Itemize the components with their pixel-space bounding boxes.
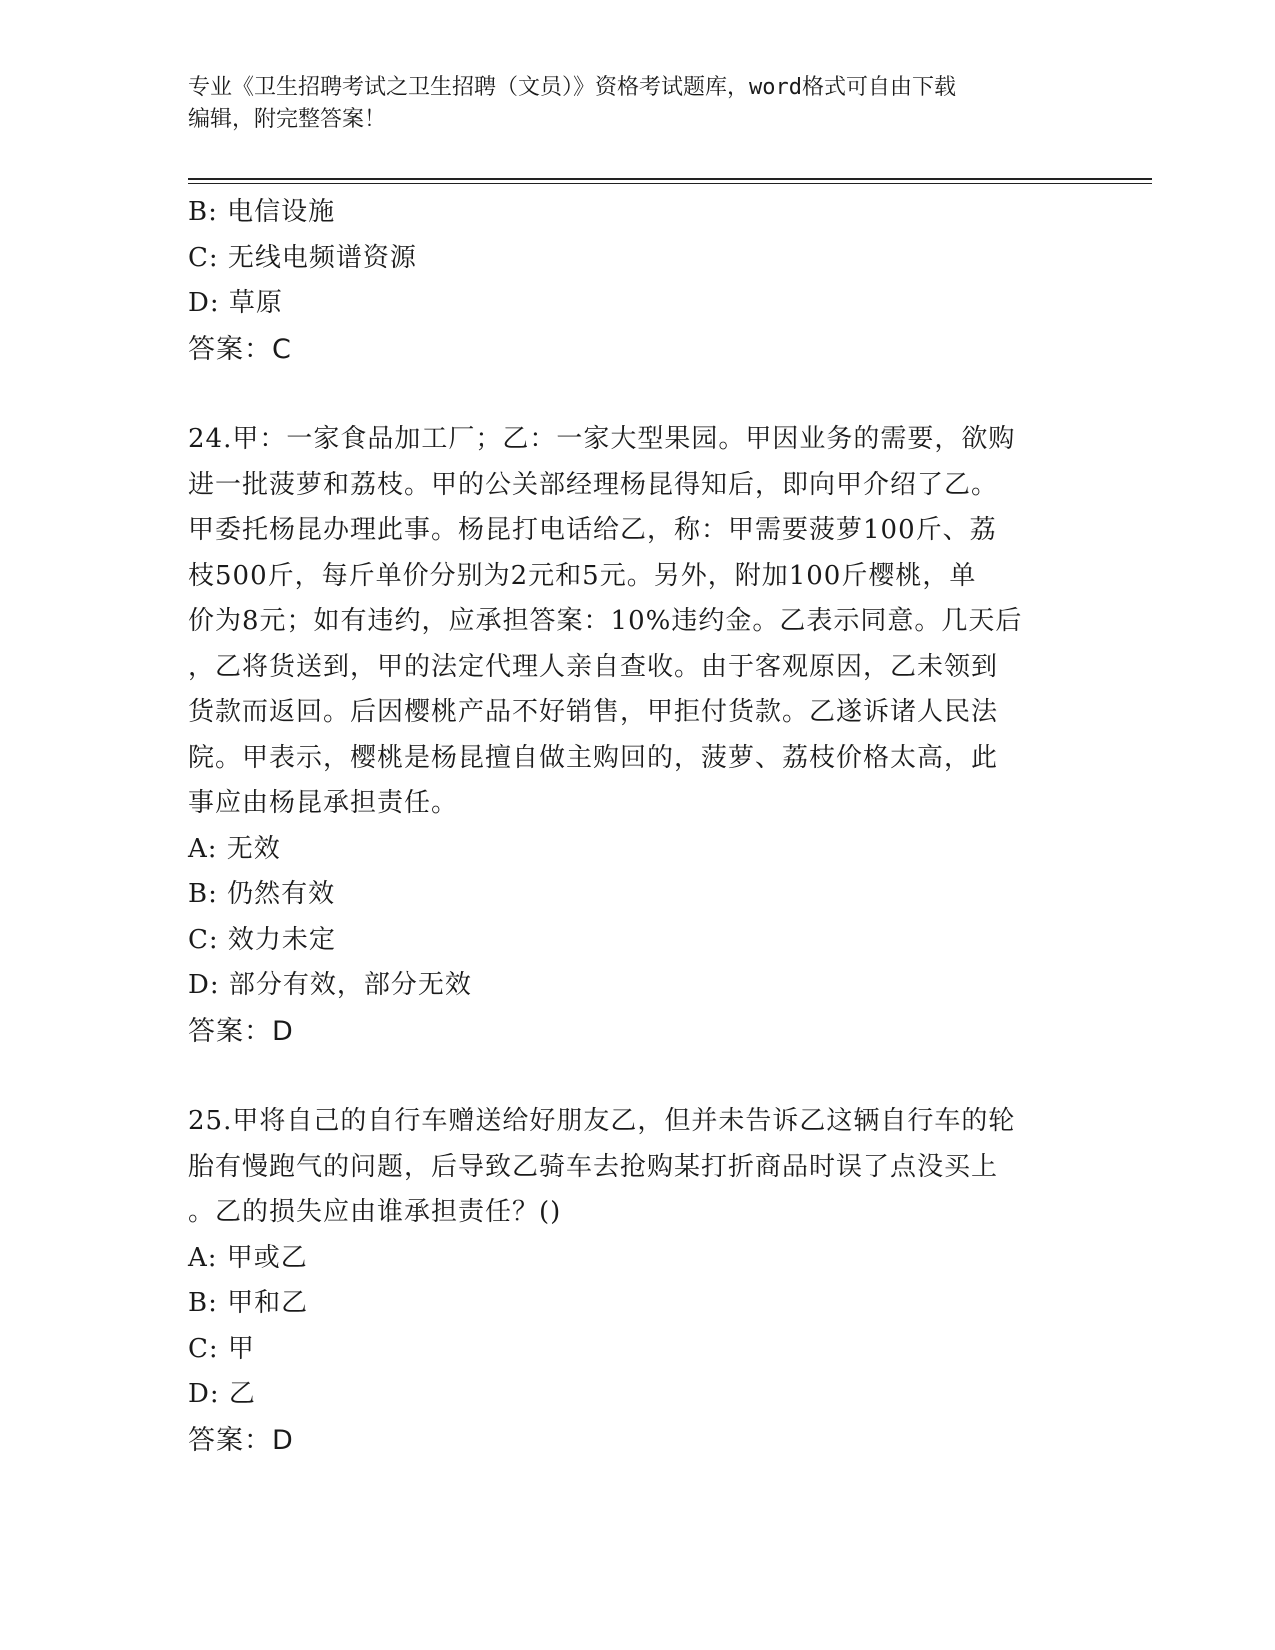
document-header <box>188 72 1088 136</box>
stem-line: 价为8元；如有违约，应承担答案：10%违约金。乙表示同意。几天后 <box>188 606 1023 636</box>
stem-line: 货款而返回。后因樱桃产品不好销售，甲拒付货款。乙遂诉诸人民法 <box>188 697 999 727</box>
option-d: D: 部分有效，部分无效 <box>188 970 472 1000</box>
header-line-2: 编辑，附完整答案！ <box>188 107 387 132</box>
option-d: D: 乙 <box>188 1379 256 1409</box>
option-a: A: 无效 <box>188 833 281 864</box>
question-24 <box>188 417 1088 1054</box>
stem-line: 事应由杨昆承担责任。 <box>188 788 459 818</box>
option-c: C: 甲 <box>188 1333 255 1364</box>
question-23-tail <box>188 190 1088 372</box>
question-stem <box>188 417 1088 827</box>
option-b: B: 甲和乙 <box>188 1288 309 1318</box>
question-stem <box>188 1099 1088 1236</box>
document-body <box>188 190 1088 1463</box>
header-divider <box>188 178 1152 180</box>
option-d: D: 草原 <box>188 288 283 318</box>
stem-line: 胎有慢跑气的问题，后导致乙骑车去抢购某打折商品时误了点没买上 <box>188 1151 999 1182</box>
answer: 答案：D <box>188 1424 294 1456</box>
option-a: A: 甲或乙 <box>188 1242 308 1273</box>
question-25 <box>188 1099 1088 1463</box>
option-b: B: 仍然有效 <box>188 879 336 909</box>
header-divider-thin <box>188 183 1152 184</box>
stem-line: 院。甲表示，樱桃是杨昆擅自做主购回的，菠萝、荔枝价格太高，此 <box>188 742 999 773</box>
stem-line: 24.甲：一家食品加工厂；乙：一家大型果园。甲因业务的需要，欲购 <box>188 424 1016 454</box>
option-c: C: 效力未定 <box>188 924 336 955</box>
answer: 答案：C <box>188 333 292 365</box>
stem-line: 甲委托杨昆办理此事。杨昆打电话给乙，称：甲需要菠萝100斤、荔 <box>188 515 997 545</box>
answer: 答案：D <box>188 1015 294 1047</box>
stem-line: 。乙的损失应由谁承担责任？() <box>188 1197 562 1227</box>
option-b: B: 电信设施 <box>188 197 336 227</box>
option-c: C: 无线电频谱资源 <box>188 242 417 273</box>
stem-line: 进一批菠萝和荔枝。甲的公关部经理杨昆得知后，即向甲介绍了乙。 <box>188 469 999 500</box>
header-line-1: 专业《卫生招聘考试之卫生招聘（文员）》资格考试题库，word格式可自由下载 <box>188 75 956 100</box>
stem-line: ，乙将货送到，甲的法定代理人亲自查收。由于客观原因，乙未领到 <box>188 651 999 682</box>
stem-line: 枝500斤，每斤单价分别为2元和5元。另外，附加100斤樱桃，单 <box>188 560 977 591</box>
stem-line: 25.甲将自己的自行车赠送给好朋友乙，但并未告诉乙这辆自行车的轮 <box>188 1106 1016 1136</box>
